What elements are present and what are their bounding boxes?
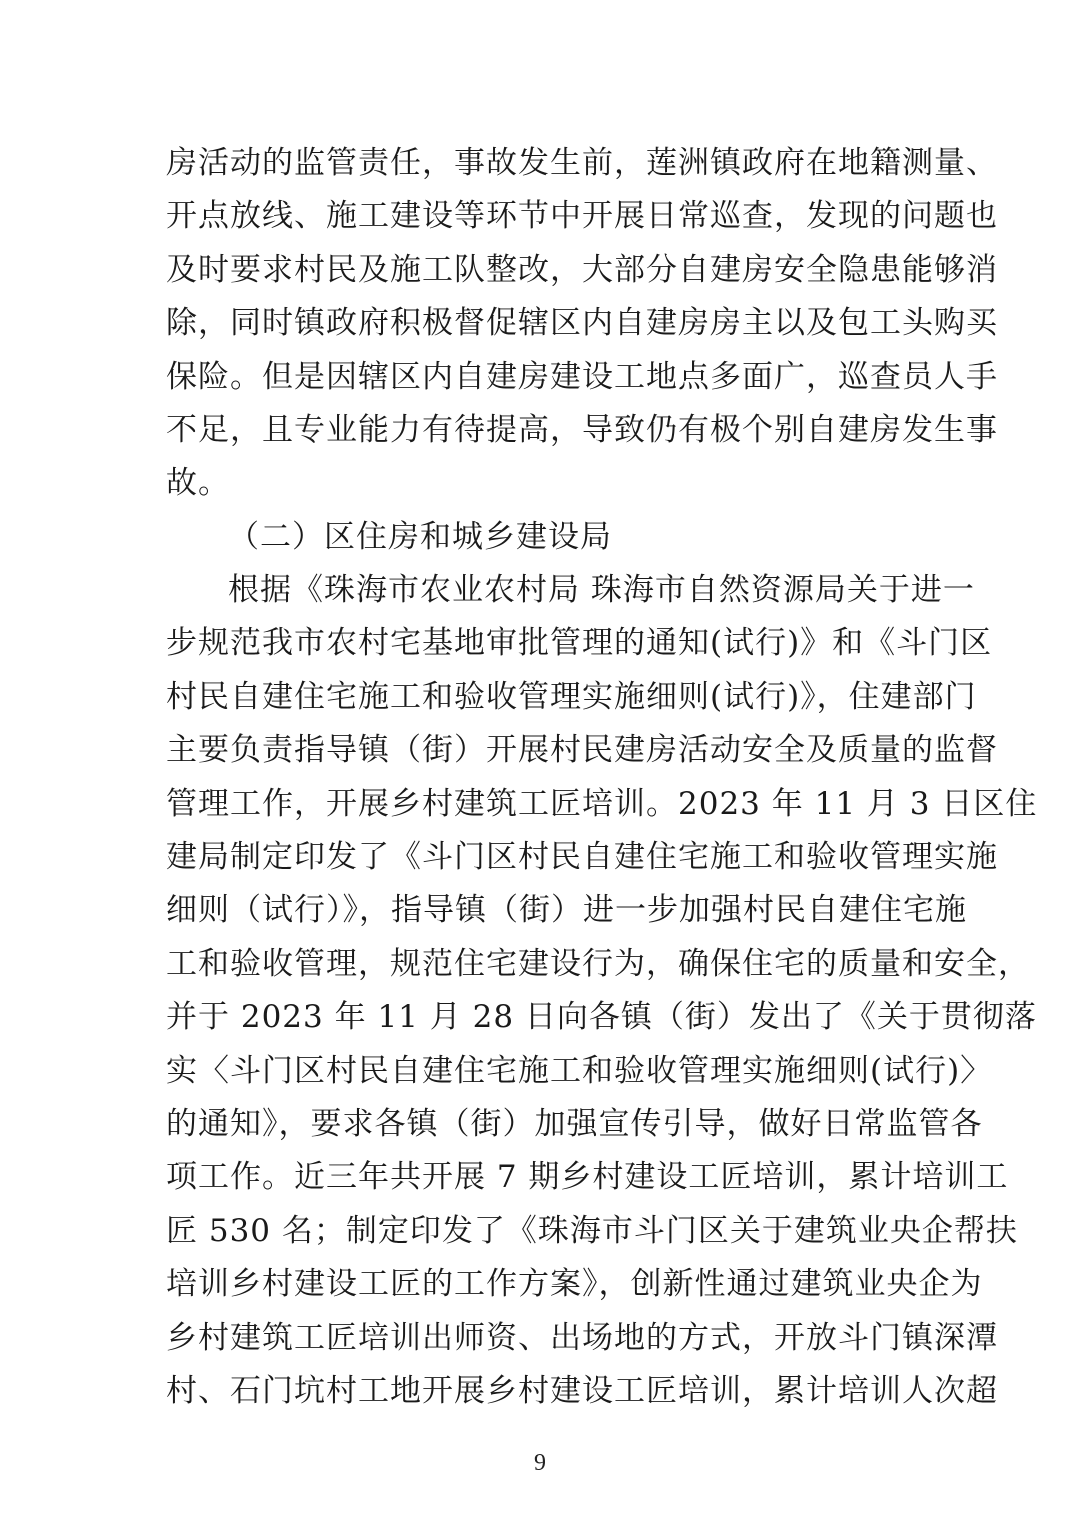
body-text-line: 不足，且专业能力有待提高，导致仍有极个别自建房发生事 xyxy=(166,412,998,448)
body-text-line: 主要负责指导镇（街）开展村民建房活动安全及质量的监督 xyxy=(166,732,998,768)
body-text-line: 开点放线、施工建设等环节中开展日常巡查，发现的问题也 xyxy=(166,198,998,234)
body-text-line: 实〈斗门区村民自建住宅施工和验收管理实施细则(试行)〉 xyxy=(166,1053,993,1089)
body-text-line: 根据《珠海市农业农村局 珠海市自然资源局关于进一 xyxy=(228,572,975,608)
body-text-line: 细则（试行）》，指导镇（街）进一步加强村民自建住宅施 xyxy=(166,892,967,928)
body-text-line: 项工作。近三年共开展 7 期乡村建设工匠培训，累计培训工 xyxy=(166,1159,1009,1195)
body-text-line: 及时要求村民及施工队整改，大部分自建房安全隐患能够消 xyxy=(166,252,998,288)
body-text-line: 故。 xyxy=(166,465,230,501)
body-text-line: 除，同时镇政府积极督促辖区内自建房房主以及包工头购买 xyxy=(166,305,998,341)
body-text-line: 匠 530 名；制定印发了《珠海市斗门区关于建筑业央企帮扶 xyxy=(166,1213,1018,1249)
body-text-line: 并于 2023 年 11 月 28 日向各镇（街）发出了《关于贯彻落 xyxy=(166,999,1037,1035)
body-text-line: 房活动的监管责任，事故发生前，莲洲镇政府在地籍测量、 xyxy=(166,145,998,181)
body-text-line: 乡村建筑工匠培训出师资、出场地的方式，开放斗门镇深潭 xyxy=(166,1320,998,1356)
body-text-line: 的通知》，要求各镇（街）加强宣传引导，做好日常监管各 xyxy=(166,1106,983,1142)
body-text-line: 步规范我市农村宅基地审批管理的通知(试行)》和《斗门区 xyxy=(166,625,993,661)
body-text-line: 工和验收管理，规范住宅建设行为，确保住宅的质量和安全， xyxy=(166,946,1030,982)
body-text-line: 培训乡村建设工匠的工作方案》，创新性通过建筑业央企为 xyxy=(166,1266,983,1302)
body-text-line: 建局制定印发了《斗门区村民自建住宅施工和验收管理实施 xyxy=(166,839,998,875)
page-number: 9 xyxy=(534,1450,546,1476)
body-text-line: 管理工作，开展乡村建筑工匠培训。2023 年 11 月 3 日区住 xyxy=(166,786,1038,822)
body-text-line: 村民自建住宅施工和验收管理实施细则(试行)》，住建部门 xyxy=(166,679,977,715)
body-text-line: 保险。但是因辖区内自建房建设工地点多面广，巡查员人手 xyxy=(166,359,998,395)
section-heading: （二）区住房和城乡建设局 xyxy=(228,519,612,555)
body-text-line: 村、石门坑村工地开展乡村建设工匠培训，累计培训人次超 xyxy=(166,1373,998,1409)
